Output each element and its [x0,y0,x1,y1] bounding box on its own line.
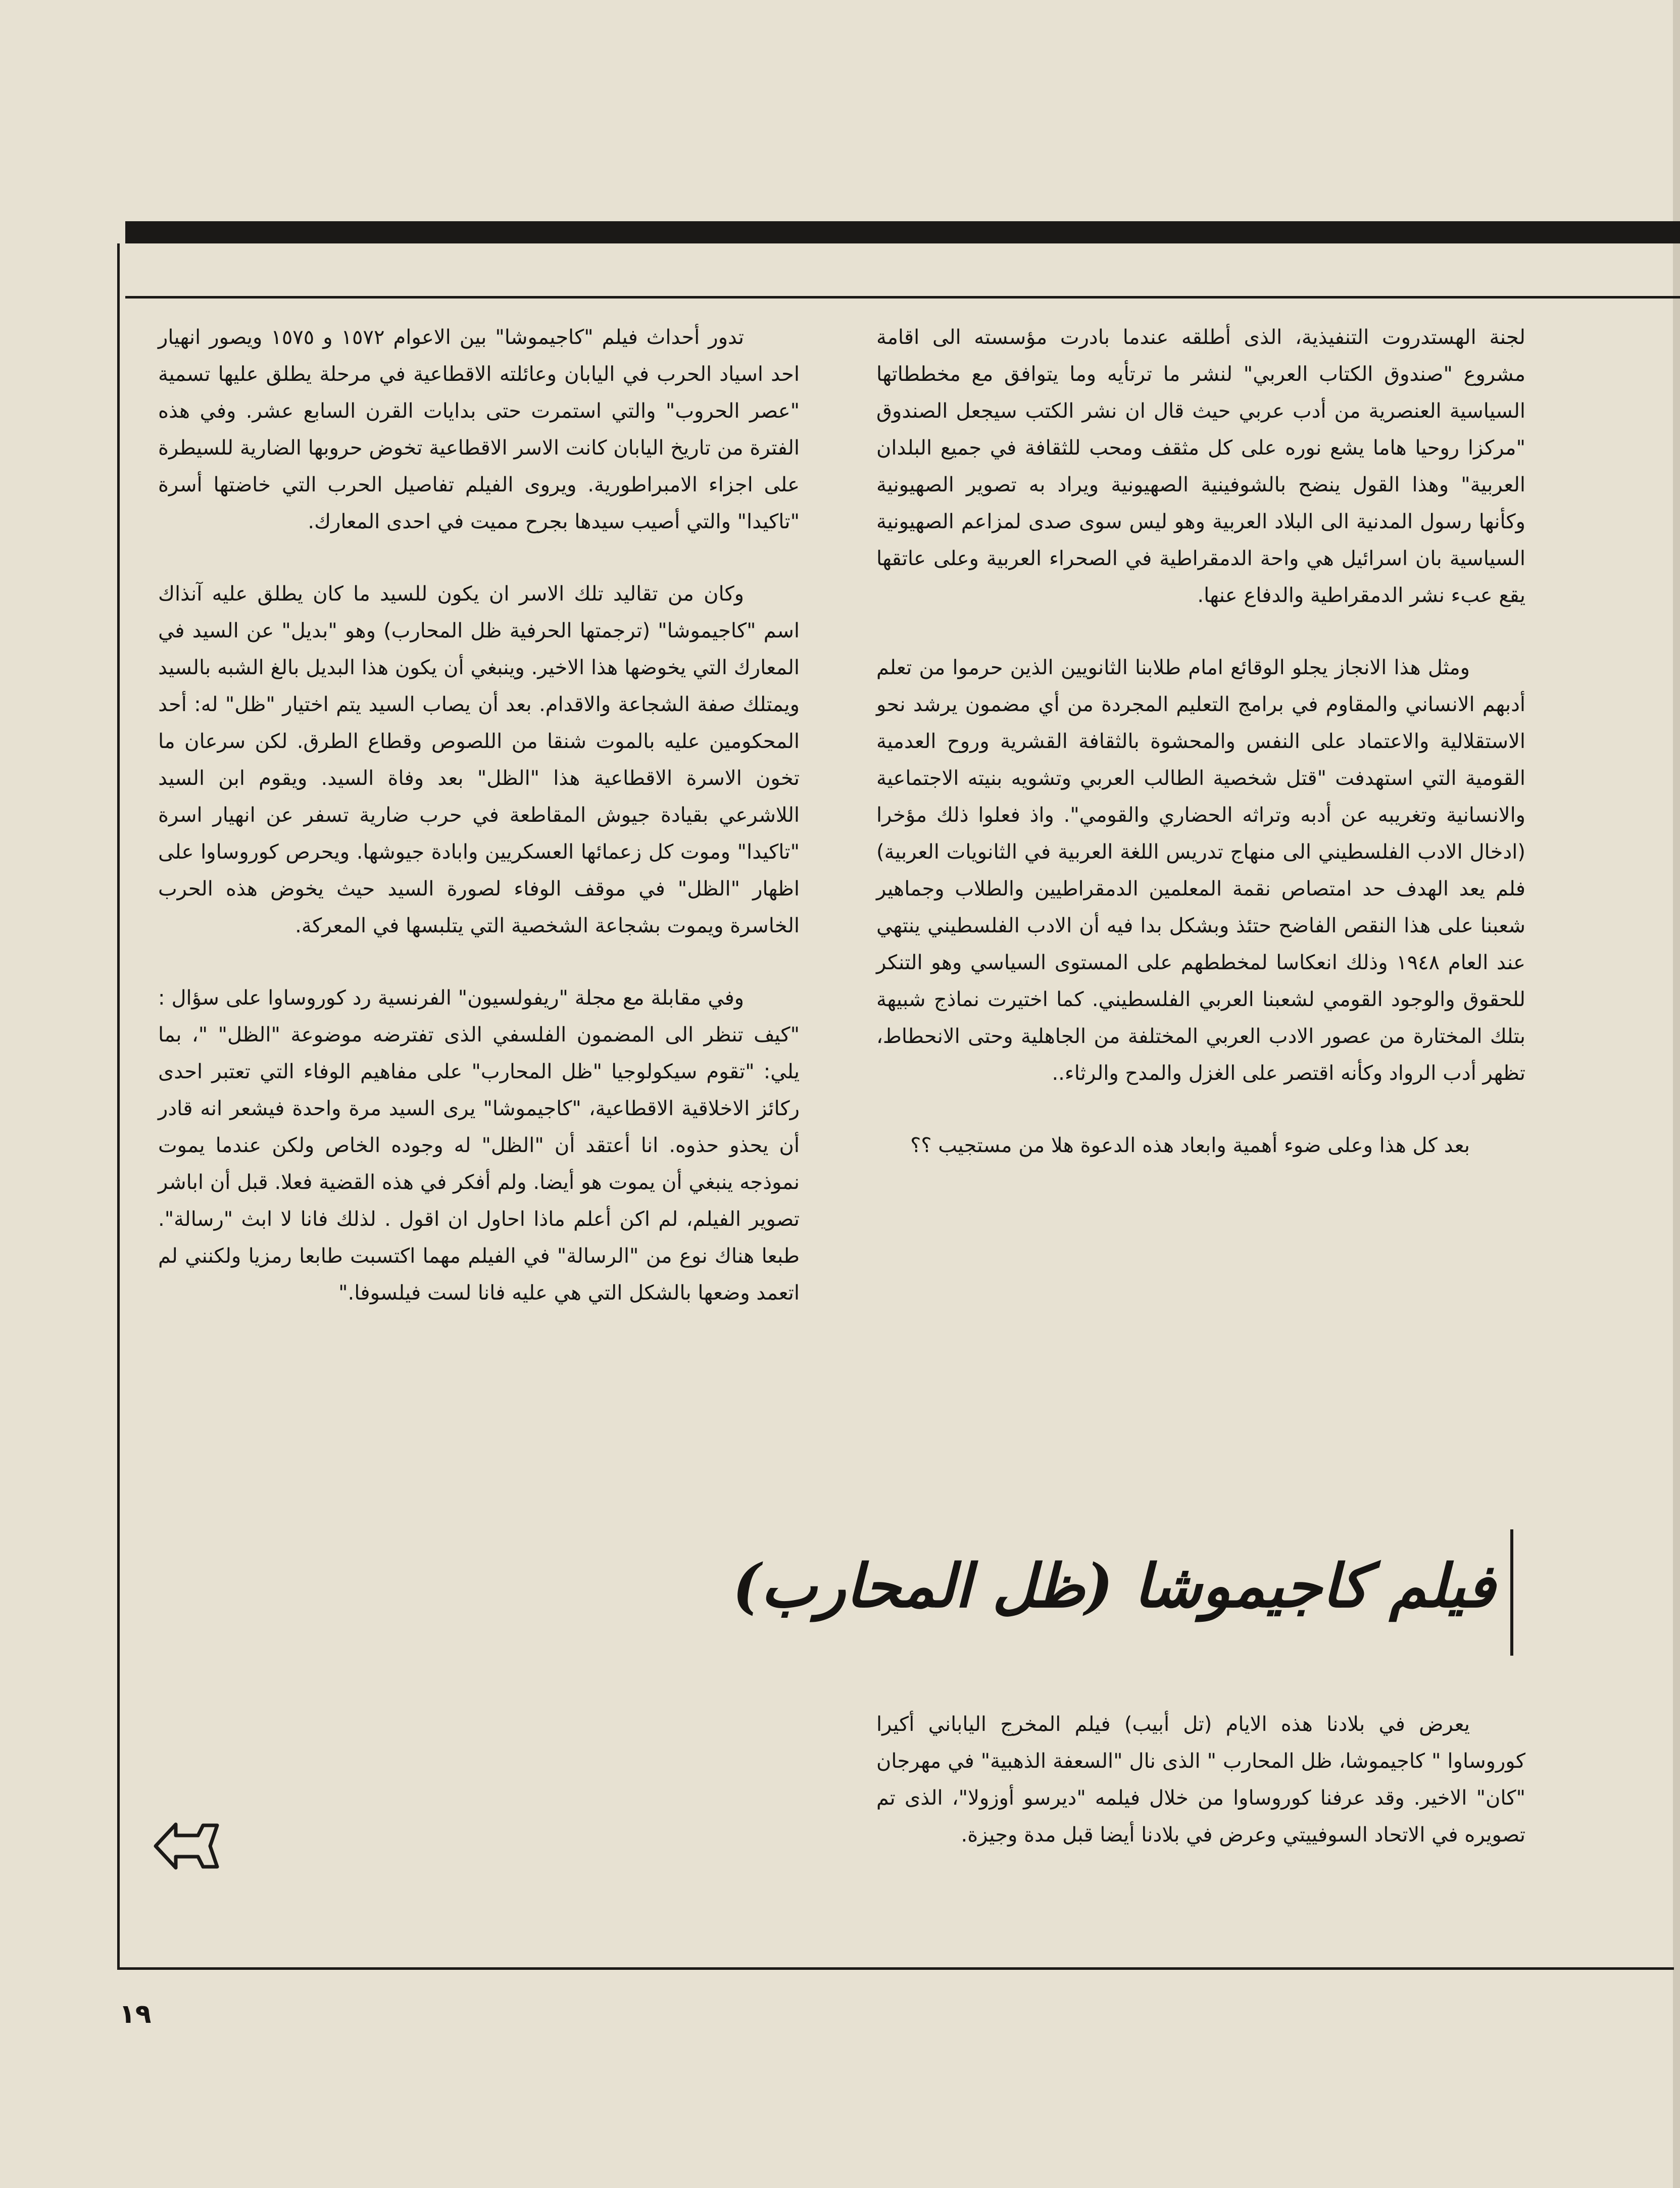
page-edge [1673,0,1680,2188]
left-column [158,319,800,1312]
headline-box [732,1525,1525,1662]
arrow-left-outline-icon [152,1818,222,1874]
paragraph: وفي مقابلة مع مجلة "ريفولسيون" الفرنسية رد كوروساوا على سؤال : "كيف تنظر الى المضمون الفلسفي الذى تفترضه موضوعة "الظل" "، بما يلي: "تقوم سيكولوجيا "ظل المحارب" على مفاهيم الوفاء التي تعتبر احدى ركائز الاخلاقية الاقطاعية، "كاجيموشا" يرى السيد مرة واحدة فيشعر انه قادر أن يحذو حذوه. انا أعتقد أن "الظل" له وجوده الخاص ولكن عندما يموت نموذجه ينبغي أن يموت هو أيضا. ولم أفكر في هذه القضية فعلا. قبل أن اباشر تصوير الفيلم، لم اكن أعلم ماذا احاول ان اقول . لذلك فانا لا ابث "رسالة". طبعا هناك نوع من "الرسالة" في الفيلم مهما اكتسبت طابعا رمزيا ولكنني لم اتعمد وضعها بالشكل التي هي عليه فانا لست فيلسوفا." [158,986,800,1305]
paragraph: تدور أحداث فيلم "كاجيموشا" بين الاعوام ١٥٧٢ و ١٥٧٥ ويصور انهيار احد اسياد الحرب في اليابان وعائلته الاقطاعية في مرحلة يطلق عليها تسمية "عصر الحروب" والتي استمرت حتى بدايات القرن السابع عشر. وفي هذه الفترة من تاريخ اليابان كانت الاسر الاقطاعية تخوض حروبها الضارية للسيطرة على اجزاء الامبراطورية. ويروى الفيلم تفاصيل الحرب التي خاضتها أسرة "تاكيدا" والتي أصيب سيدها بجرح مميت في احدى المعارك. [158,326,800,533]
intro-paragraph [876,1706,1525,1854]
right-column [876,319,1525,1164]
article-headline: فيلم كاجيموشا (ظل المحارب) [732,1551,1495,1621]
header-rule [125,296,1680,299]
paragraph: ومثل هذا الانجاز يجلو الوقائع امام طلابنا الثانويين الذين حرموا من تعلم أدبهم الانساني والمقاوم في برامج التعليم المجردة من أي مضمون يرشد نحو الاستقلالية والاعتماد على النفس والمحشوة بالثقافة القشرية وروح العدمية القومية التي استهدفت "قتل شخصية الطالب العربي وتشويه بنيته الاجتماعية والانسانية وتغريبه عن أدبه وتراثه الحضاري والقومي". واذ فعلوا ذلك مؤخرا (ادخال الادب الفلسطيني الى منهاج تدريس اللغة العربية في الثانويات العربية) فلم يعد الهدف حد امتصاص نقمة المعلمين الدمقراطيين والطلاب وجماهير شعبنا على هذا النقص الفاضح حتئذ وبشكل بدا فيه أن الادب الفلسطيني ينتهي عند العام ١٩٤٨ وذلك انعكاسا لمخططهم على المستوى السياسي وهو التنكر للحقوق والوجود القومي لشعبنا العربي الفلسطيني. كما اختيرت نماذج شبيهة بتلك المختارة من عصور الادب العربي المختلفة من الجاهلية وحتى الانحطاط، تظهر أدب الرواد وكأنه اقتصر على الغزل والمدح والرثاء.. [876,656,1525,1085]
paragraph: يعرض في بلادنا هذه الايام (تل أبيب) فيلم المخرج الياباني أكيرا كوروساوا " كاجيموشا، ظل المحارب " الذى نال "السعفة الذهبية" في مهرجان "كان" الاخير. وقد عرفنا كوروساوا من خلال فيلمه "ديرسو أوزولا"، الذى تم تصويره في الاتحاد السوفييتي وعرض في بلادنا أيضا قبل مدة وجيزة. [876,1713,1525,1847]
paragraph: لجنة الهستدروت التنفيذية، الذى أطلقه عندما بادرت مؤسسته الى اقامة مشروع "صندوق الكتاب العربي" لنشر ما ترتأيه وما يتوافق مع مخططاتها السياسية العنصرية من أدب عربي حيث قال ان نشر الكتب سيجعل الصندوق "مركزا روحيا هاما يشع نوره على كل مثقف ومحب للثقافة في جميع البلدان العربية" وهذا القول ينضح بالشوفينية الصهيونية ويراد به تصوير الصهيونية وكأنها رسول المدنية الى البلاد العربية وهو ليس سوى صدى لمزاعم الصهيونية السياسية بان اسرائيل هي واحة الدمقراطية في الصحراء العربية وعلى عاتقها يقع عبء نشر الدمقراطية والدفاع عنها. [876,326,1525,607]
page-number: ١٩ [119,1999,152,2029]
paragraph: بعد كل هذا وعلى ضوء أهمية وابعاد هذه الدعوة هلا من مستجيب ؟؟ [910,1134,1470,1157]
headline-bar [1510,1529,1513,1656]
paragraph: وكان من تقاليد تلك الاسر ان يكون للسيد ما كان يطلق عليه آنذاك اسم "كاجيموشا" (ترجمتها الحرفية ظل المحارب) وهو "بديل" عن السيد في المعارك التي يخوضها هذا الاخير. وينبغي أن يكون هذا البديل بالغ الشبه بالسيد ويمتلك صفة الشجاعة والاقدام. بعد أن يصاب السيد يتم اختيار "ظل" له: أحد المحكومين عليه بالموت شنقا من اللصوص وقطاع الطرق. لكن سرعان ما تخون الاسرة الاقطاعية هذا "الظل" بعد وفاة السيد. ويقوم ابن السيد اللاشرعي بقيادة جيوش المقاطعة في حرب ضارية تسفر عن انهيار اسرة "تاكيدا" وموت كل زعمائها العسكريين وابادة جيوشها. ويحرص كوروساوا على اظهار "الظل" في موقف الوفاء لصورة السيد حيث يخوض هذه الحرب الخاسرة ويموت بشجاعة الشخصية التي يتلبسها في المعركة. [158,582,800,937]
top-rule [125,221,1680,243]
